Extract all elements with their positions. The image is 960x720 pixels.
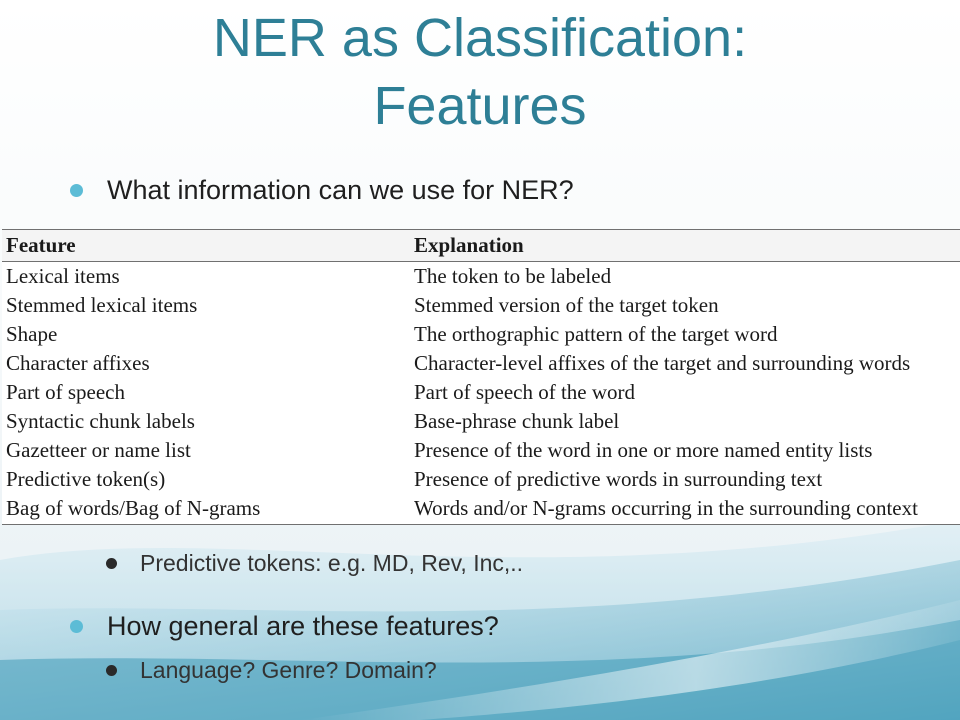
table-row <box>2 494 960 523</box>
bullet-item <box>70 611 499 642</box>
feature-cell: Character affixes <box>6 351 150 375</box>
table-header-row <box>2 230 960 262</box>
explanation-cell: Character-level affixes of the target and surrounding words <box>414 351 911 375</box>
sub-bullet-text: Predictive tokens: e.g. MD, Rev, Inc,.. <box>140 550 524 576</box>
feature-cell: Lexical items <box>6 264 120 288</box>
sub-bullet-text: Language? Genre? Domain? <box>140 657 437 683</box>
column-header-feature: Feature <box>2 230 410 262</box>
feature-table <box>2 230 960 523</box>
feature-cell: Syntactic chunk labels <box>6 409 195 433</box>
table-row <box>2 378 960 407</box>
feature-cell: Predictive token(s) <box>6 467 166 491</box>
bullet-dot-icon <box>106 558 117 569</box>
title-line-1: NER as Classification: <box>212 8 748 68</box>
table-row <box>2 262 960 292</box>
table-row <box>2 320 960 349</box>
bullet-dot-icon <box>106 665 117 676</box>
explanation-cell: The token to be labeled <box>414 264 612 288</box>
table-row <box>2 465 960 494</box>
table-row <box>2 407 960 436</box>
explanation-cell: Base-phrase chunk label <box>414 409 620 433</box>
table-row <box>2 436 960 465</box>
bullet-text: How general are these features? <box>107 611 499 641</box>
feature-cell: Gazetteer or name list <box>6 438 191 462</box>
column-header-explanation: Explanation <box>410 230 960 262</box>
sub-bullet-item <box>106 657 437 684</box>
explanation-cell: Words and/or N-grams occurring in the surrounding context <box>414 496 918 520</box>
bullet-dot-icon <box>70 620 83 633</box>
feature-cell: Stemmed lexical items <box>6 293 198 317</box>
sub-bullet-item <box>106 550 523 577</box>
title-line-2: Features <box>373 76 587 136</box>
feature-cell: Part of speech <box>6 380 125 404</box>
feature-cell: Shape <box>6 322 58 346</box>
bullet-dot-icon <box>70 184 83 197</box>
explanation-cell: Part of speech of the word <box>414 380 636 404</box>
feature-table-container <box>2 229 960 525</box>
explanation-cell: The orthographic pattern of the target word <box>414 322 778 346</box>
slide-title <box>0 4 960 140</box>
feature-cell: Bag of words/Bag of N-grams <box>6 496 261 520</box>
explanation-cell: Stemmed version of the target token <box>414 293 719 317</box>
bullet-text: What information can we use for NER? <box>107 175 574 205</box>
explanation-cell: Presence of the word in one or more named entity lists <box>414 438 873 462</box>
explanation-cell: Presence of predictive words in surrounding text <box>414 467 823 491</box>
table-row <box>2 349 960 378</box>
table-row <box>2 291 960 320</box>
bullet-item <box>70 175 574 206</box>
